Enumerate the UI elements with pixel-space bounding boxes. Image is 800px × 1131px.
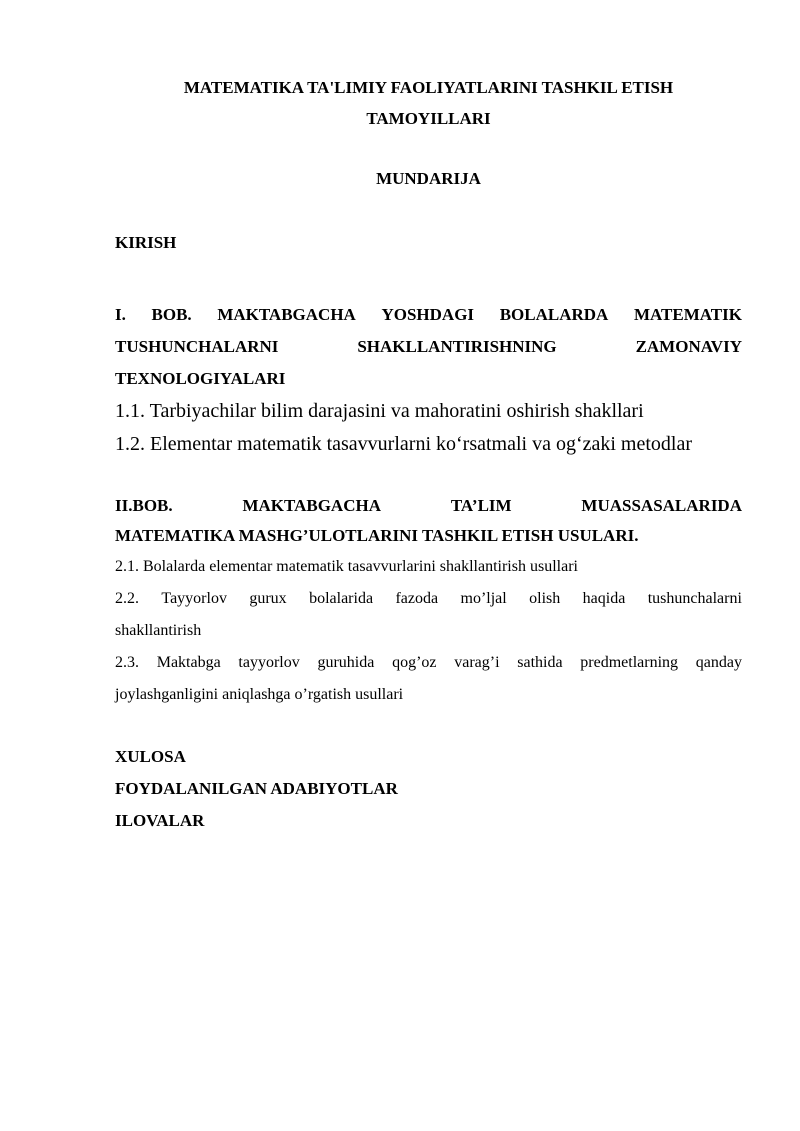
section-2-3-line-2: joylashganligini aniqlashga o’rgatish usullari: [115, 686, 404, 703]
title-line-1: MATEMATIKA TA'LIMIY FAOLIYATLARINI TASHKIL ETISH: [183, 78, 674, 97]
word: BOLALARDA: [499, 305, 609, 324]
chapter-2-heading: [115, 491, 742, 551]
word: 2.3.: [115, 654, 139, 671]
closing-entries: [115, 741, 742, 837]
word: tushunchalarni: [647, 590, 742, 607]
section-2-2-line-2: shakllantirish: [115, 622, 202, 639]
section-2-3-line-1: [115, 647, 742, 679]
chapter-1-line-1: [115, 299, 742, 331]
title-line-2: TAMOYILLARI: [366, 109, 491, 128]
chapter-1-line-2: [115, 331, 742, 363]
word: TUSHUNCHALARNI: [115, 337, 279, 356]
conclusion-entry: XULOSA: [115, 747, 186, 766]
word: BOB.: [151, 305, 192, 324]
word: MAKTABGACHA: [242, 496, 381, 515]
word: MAKTABGACHA: [217, 305, 356, 324]
word: fazoda: [395, 590, 439, 607]
chapter-2-line-2: MATEMATIKA MASHG’ULOTLARINI TASHKIL ETISH USULARI.: [115, 526, 639, 545]
word: mo’ljal: [460, 590, 507, 607]
word: predmetlarning: [580, 654, 679, 671]
word: TA’LIM: [450, 496, 512, 515]
document-title: [115, 72, 742, 134]
word: qog’oz: [392, 654, 437, 671]
word: 2.2.: [115, 590, 139, 607]
appendices-entry: ILOVALAR: [115, 811, 205, 830]
intro-entry: KIRISH: [115, 233, 177, 252]
word: I.: [115, 305, 126, 324]
word: MATEMATIK: [633, 305, 742, 324]
chapter-1-heading: [115, 299, 742, 395]
word: YOSHDAGI: [381, 305, 475, 324]
word: Tayyorlov: [161, 590, 227, 607]
word: haqida: [582, 590, 626, 607]
word: varag’i: [454, 654, 500, 671]
word: tayyorlov: [238, 654, 300, 671]
word: SHAKLLANTIRISHNING: [357, 337, 557, 356]
contents-heading: MUNDARIJA: [376, 169, 481, 188]
chapter-2-line-1: [115, 491, 742, 521]
word: qanday: [695, 654, 742, 671]
word: ZAMONAVIY: [635, 337, 742, 356]
section-1-2: 1.2. Elementar matematik tasavvurlarni ko‘rsatmali va og‘zaki metodlar: [115, 433, 693, 455]
word: Maktabga: [156, 654, 221, 671]
word: bolalarida: [309, 590, 374, 607]
section-2-1: 2.1. Bolalarda elementar matematik tasavvurlarini shakllantirish usullari: [115, 558, 578, 575]
chapter-1-line-3: TEXNOLOGIYALARI: [115, 369, 286, 388]
word: MUASSASALARIDA: [581, 496, 742, 515]
word: gurux: [249, 590, 287, 607]
word: guruhida: [317, 654, 375, 671]
references-entry: FOYDALANILGAN ADABIYOTLAR: [115, 779, 398, 798]
section-1-1: 1.1. Tarbiyachilar bilim darajasini va mahoratini oshirish shakllari: [115, 400, 644, 422]
section-2-2-line-1: [115, 583, 742, 615]
word: sathida: [517, 654, 563, 671]
word: olish: [529, 590, 561, 607]
word: II.BOB.: [115, 496, 173, 515]
